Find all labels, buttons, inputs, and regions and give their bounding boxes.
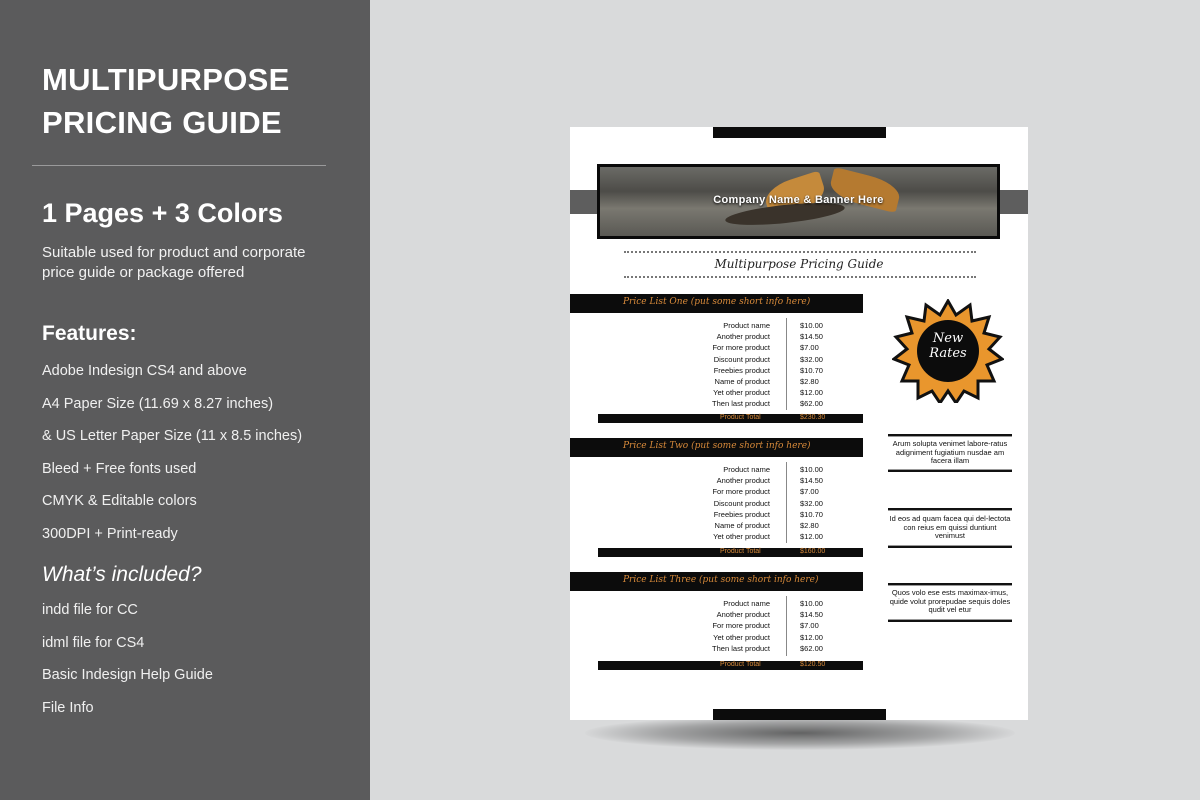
price-row xyxy=(570,632,863,643)
included-heading: What’s included? xyxy=(42,563,202,586)
price-row xyxy=(570,376,863,387)
product-name: Another product xyxy=(716,332,770,342)
product-price: $10.00 xyxy=(800,321,823,330)
product-name: Name of product xyxy=(714,376,770,386)
price-row xyxy=(570,331,863,342)
note-rule xyxy=(888,545,1012,548)
product-name: For more product xyxy=(712,621,770,631)
product-price: $32.00 xyxy=(800,498,823,508)
product-price: $10.70 xyxy=(800,365,823,375)
total-value: $230.30 xyxy=(800,414,826,421)
total-label: Product Total xyxy=(720,661,761,668)
price-row xyxy=(570,643,863,654)
price-row xyxy=(570,387,863,398)
product-name: Freebies product xyxy=(713,365,770,375)
price-list-heading xyxy=(570,572,863,591)
product-price: $2.80 xyxy=(800,376,819,386)
top-tab xyxy=(713,127,886,138)
feature-item: CMYK & Editable colors xyxy=(42,493,197,509)
document-shadow xyxy=(585,716,1015,750)
note-rule xyxy=(888,583,1012,586)
features-list xyxy=(42,355,302,550)
price-list-heading-text: Price List Three (put some short info here) xyxy=(623,575,819,585)
price-row xyxy=(570,398,863,409)
price-list-total xyxy=(598,661,863,670)
title-divider xyxy=(32,165,326,166)
product-price: $7.00 xyxy=(800,621,819,631)
product-price: $32.00 xyxy=(800,354,823,364)
price-row xyxy=(570,475,863,486)
price-list-total xyxy=(598,548,863,557)
product-name: Yet other product xyxy=(713,388,770,398)
product-name: Another product xyxy=(716,476,770,486)
note-rule xyxy=(888,434,1012,437)
included-item: Basic Indesign Help Guide xyxy=(42,667,213,683)
included-list xyxy=(42,594,213,724)
price-row xyxy=(570,464,863,475)
price-row xyxy=(570,498,863,509)
price-row xyxy=(570,354,863,365)
price-list-heading-text: Price List Two (put some short info here) xyxy=(623,441,811,451)
price-list-rows xyxy=(570,320,863,410)
title-line-2: PRICING GUIDE xyxy=(42,105,282,140)
product-price: $62.00 xyxy=(800,399,823,409)
feature-item: Adobe Indesign CS4 and above xyxy=(42,363,247,379)
price-row xyxy=(570,531,863,542)
total-value: $160.00 xyxy=(800,548,826,555)
product-name: Discount product xyxy=(713,354,770,364)
badge-line-1: New xyxy=(932,331,964,346)
product-price: $14.50 xyxy=(800,610,823,620)
product-name: Then last product xyxy=(712,643,770,653)
product-name: Another product xyxy=(716,610,770,620)
total-value: $120.50 xyxy=(800,661,826,668)
price-list-rows xyxy=(570,598,863,654)
product-price: $7.00 xyxy=(800,343,819,353)
product-price: $14.50 xyxy=(800,332,823,342)
price-row xyxy=(570,609,863,620)
total-label: Product Total xyxy=(720,548,761,555)
product-name: Freebies product xyxy=(713,509,770,519)
feature-item: Bleed + Free fonts used xyxy=(42,460,197,477)
feature-item: & US Letter Paper Size (11 x 8.5 inches) xyxy=(42,428,303,444)
price-row xyxy=(570,620,863,631)
price-row xyxy=(570,509,863,520)
product-name: For more product xyxy=(712,487,770,497)
product-price: $14.50 xyxy=(800,476,823,486)
bottom-tab xyxy=(713,709,886,720)
price-row xyxy=(570,486,863,497)
product-name: Name of product xyxy=(714,520,770,530)
note-rule xyxy=(888,619,1012,622)
product-price: $10.70 xyxy=(800,509,823,519)
title-line-1: MULTIPURPOSE xyxy=(42,62,290,97)
side-note: Quos volo ese ests maximax-imus, quide volut prorepudae sequis doles qudit vel etur xyxy=(889,588,1011,615)
price-list-total xyxy=(598,414,863,423)
badge-line-2: Rates xyxy=(929,346,967,361)
badge-text xyxy=(892,331,1004,361)
note-rule xyxy=(888,508,1012,511)
product-price: $10.00 xyxy=(800,599,823,608)
price-row xyxy=(570,320,863,331)
pricing-guide-document xyxy=(570,127,1028,720)
product-price: $10.00 xyxy=(800,465,823,474)
document-title: Multipurpose Pricing Guide xyxy=(714,257,884,271)
info-sidebar xyxy=(0,0,370,800)
product-name: Yet other product xyxy=(713,532,770,542)
product-price: $12.00 xyxy=(800,532,823,542)
price-row xyxy=(570,520,863,531)
side-note: Id eos ad quam facea qui del-lectota con reius em quissi duntiunt venimust xyxy=(889,514,1011,541)
product-name: Then last product xyxy=(712,399,770,409)
features-heading: Features: xyxy=(42,322,137,345)
product-price: $7.00 xyxy=(800,487,819,497)
product-price: $12.00 xyxy=(800,388,823,398)
product-price: $12.00 xyxy=(800,632,823,642)
product-title xyxy=(42,58,342,144)
product-description: Suitable used for product and corporate price guide or package offered xyxy=(42,244,306,281)
banner-photo xyxy=(600,167,997,236)
product-price: $62.00 xyxy=(800,643,823,653)
price-row xyxy=(570,342,863,353)
included-item: idml file for CS4 xyxy=(42,634,145,651)
price-row xyxy=(570,365,863,376)
feature-item: 300DPI + Print-ready xyxy=(42,525,178,542)
included-item: indd file for CC xyxy=(42,602,138,618)
price-list-rows xyxy=(570,464,863,542)
product-name: Product name xyxy=(723,599,770,608)
company-banner xyxy=(597,164,1000,239)
price-row xyxy=(570,598,863,609)
product-name: For more product xyxy=(712,343,770,353)
dotted-rule xyxy=(624,276,976,278)
product-name: Discount product xyxy=(713,498,770,508)
side-note: Arum solupta venimet labore-ratus adigniment fugiatium nusdae am facera illam xyxy=(892,439,1008,466)
included-item: File Info xyxy=(42,699,94,716)
product-name: Yet other product xyxy=(713,632,770,642)
note-rule xyxy=(888,469,1012,472)
price-list-heading xyxy=(570,438,863,457)
product-price: $2.80 xyxy=(800,520,819,530)
pages-colors-subtitle: 1 Pages + 3 Colors xyxy=(42,198,283,228)
banner-text: Company Name & Banner Here xyxy=(713,194,884,206)
price-list-heading-text: Price List One (put some short info here) xyxy=(623,297,811,307)
product-name: Product name xyxy=(723,465,770,474)
product-name: Product name xyxy=(723,321,770,330)
dotted-rule xyxy=(624,251,976,253)
price-list-heading xyxy=(570,294,863,313)
total-label: Product Total xyxy=(720,414,761,421)
feature-item: A4 Paper Size (11.69 x 8.27 inches) xyxy=(42,395,274,412)
